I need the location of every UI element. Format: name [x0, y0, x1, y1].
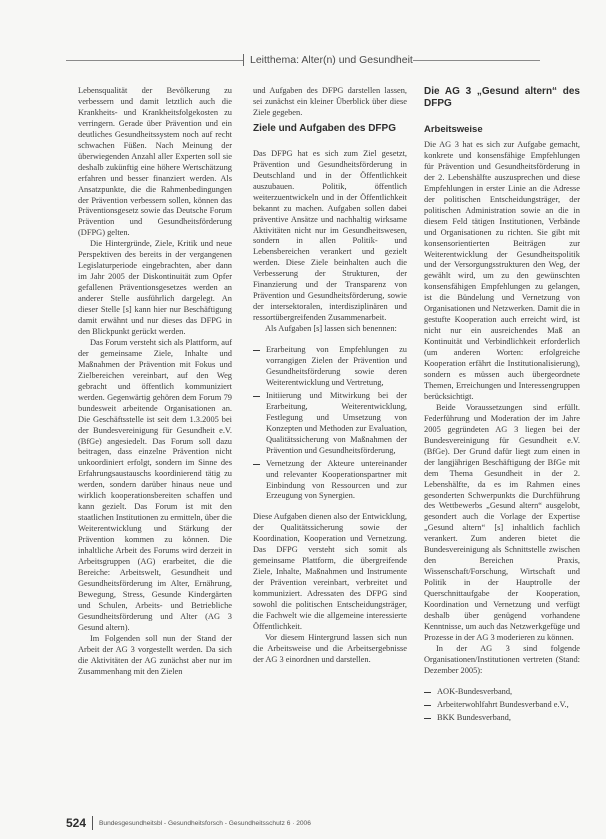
paragraph: Die AG 3 hat es sich zur Aufgabe gemacht, konkrete und konsensfähige Empfehlungen für Prävention und Gesundheitsförderung in der 2. Lebenshälfte auszusprechen und diese Empfehlungen in erster Linie an die Adresse der politischen Entscheidungsträger, der politischen Administration sowie an die in diesem Feld tätigen Institutionen, Verbände und Organisationen zu richten. Sie gibt mit konsensorientierten Beiträgen zur Weiterentwicklung der Gesundheitspolitik und der Versorgungsstrukturen den Weg, der gewählt wird, um zu den gewünschten konsensfähigen Empfehlungen zu gelangen, ist die Bündelung und Vernetzung von Organisationen und Netzwerken. Damit die in gestufte Kooperation auch erreicht wird, ist nicht nur ein ausreichendes Maß an Kontinuität und Verbindlichkeit erforderlich (um anderen Worten: erfolgreiche Kooperation erfährt die Institutionalisierung), sondern es müssen auch übergeordnete Themen, Erreichungen und Interessengruppen berücksichtigt.: [424, 140, 580, 401]
subsection-heading: Arbeitsweise: [424, 124, 483, 135]
section-heading: Ziele und Aufgaben des DFPG: [253, 122, 396, 134]
bullet-list: [424, 687, 580, 724]
paragraph: Diese Aufgaben dienen also der Entwicklung, der Qualitätssicherung sowie der Koordination, Kooperation und Vernetzung. Das DFPG versteht sich somit als gemeinsame Plattform, die übergreifende Ziele, Inhalte, Maßnahmen und Instrumente der Prävention vereinbart, verbreitet und kommuniziert. Adressaten des DFPG sind sowohl die politischen Entscheidungsträger, die Fachwelt wie die allgemeine interessierte Öffentlichkeit.: [253, 512, 407, 631]
footer: [66, 816, 311, 830]
paragraph: Die Hintergründe, Ziele, Kritik und neue Perspektiven des bereits in der vergangenen Legislaturperiode eingebrachten, aber dann im Jahr 2005 der Diskontinuität zum Opfer gefallenen Präventionsgesetzes werden an anderer Stelle ausführlich dargelegt. An dieser Stelle [s] kann hier nur Beschäftigung damit erwähnt und nur dieses das DFPG in den Blickpunkt gerückt werden.: [78, 239, 232, 336]
list-item: BKK Bundesverband,: [424, 713, 580, 724]
paragraph: Vor diesem Hintergrund lassen sich nun die Arbeitsweise und die Arbeitsergebnisse der AG 3 einordnen und darstellen.: [253, 632, 407, 664]
bullet-list: [253, 345, 407, 502]
list-item: AOK-Bundesverband,: [424, 687, 580, 698]
list-item: Arbeiterwohlfahrt Bundesverband e.V.,: [424, 700, 580, 711]
paragraph: In der AG 3 sind folgende Organisationen/Institutionen vertreten (Stand: Dezember 2005):: [424, 643, 580, 675]
paragraph: Das Forum versteht sich als Plattform, auf der gemeinsame Ziele, Inhalte und Maßnahmen der Prävention mit Fokus und Zielbereichen vereinbart, auf den Weg gebracht und öffentlich kommuniziert werden. Gegenwärtig gehören dem Forum 79 bundesweit arbeitende Organisationen an. Die Geschäftsstelle ist seit dem 1.3.2005 bei der Bundesvereinigung für Gesundheit e.V. (BfGe) angesiedelt. Das Forum soll dazu beitragen, dass einzelne Prävention nicht unkoordiniert erfolgt, sondern im Sinne des Erfahrungsaustauschs koordinierend tätig zu werden, sondern darüber hinaus neue und wirklich kooperationsbereiten schaffen und kann gezielt. Das Forum ist mit den staatlichen Institutionen zu ermitteln, über die Weiterentwicklung und Stärkung der Prävention kommen zu können. Die inhaltliche Arbeit des Forums wird derzeit in Arbeitsgruppen (AG) erarbeitet, die die Bereiche: Arbeitswelt, Gesundheit und Gesundheitsförderung im Alter, Ernährung, Bewegung, Stress, Gesunde Kindergärten und Schulen, Arbeits- und Betriebliche Gesundheitsförderung und Alter (AG 3 Gesund altern).: [78, 337, 232, 632]
paragraph: Lebensqualität der Bevölkerung zu verbessern und damit letztlich auch die Krankheits- und Krankheitsfolgekosten zu verringern. Gerade über Prävention und ein deutliches Gesundheitssystem noch auf recht schwachen Füßen. Nach Meinung der überwiegenden Anzahl aller Experten soll sie deshalb zukünftig eine höhere Wertschätzung erfahren und besser finanziert werden. Als Ansatzpunkte, die die Rahmenbedingungen der Prävention verbessern sollen, können das Präventionsgesetz sowie das Deutsche Forum Prävention und Gesundheitsförderung (DFPG) gelten.: [78, 86, 232, 238]
column-2: [253, 86, 407, 666]
paragraph: Beide Voraussetzungen sind erfüllt. Federführung und Moderation der im Jahre 2005 gegründeten AG 3 liegen bei der Bundesvereinigung für Gesundheit e.V. (BfGe). Der Grund dafür liegt zum einen in der langjährigen Beschäftigung der BfGe mit dem Thema Gesundheit in der 2. Lebenshälfte, da es im Rahmen eines gesonderten Schwerpunkts die Durchführung des Wettbewerbs „Gesund altern“ ausgelobt, gesondert auch die Vorlage der Expertise „Gesund altern“ [s] inhaltlich fachlich verankert. Zum anderen bietet die Bundesvereinigung als Schnittstelle zwischen den Bereichen Praxis, Wissenschaft/Forschung, Wirtschaft und Politik in der Hauptrolle der Querschnittaufgabe der Kooperation, Koordination und Vernetzung und verfügt deshalb über genügend vorhandene Kenntnisse, um auch das Netzwerkgefüge und Prozesse in der AG 3 moderieren zu können.: [424, 402, 580, 642]
paragraph: und Aufgaben des DFPG darstellen lassen, sei zunächst ein kleiner Überblick über diese Ziele gegeben.: [253, 86, 407, 117]
column-1: [78, 86, 232, 677]
paragraph: Im Folgenden soll nun der Stand der Arbeit der AG 3 vorgestellt werden. Da sich die Aktivitäten der AG zunächst aber nur im Zusammenhang mit den Zielen: [78, 633, 232, 676]
list-item: Erarbeitung von Empfehlungen zu vorrangigen Zielen der Prävention und Gesundheitsförderung sowie deren Weiterentwicklung und Vertretung,: [253, 345, 407, 389]
page-number: 524: [66, 816, 93, 830]
paragraph: Als Aufgaben [s] lassen sich benennen:: [265, 324, 397, 334]
running-header: Leitthema: Alter(n) und Gesundheit: [243, 54, 413, 66]
paragraph: Das DFPG hat es sich zum Ziel gesetzt, Prävention und Gesundheitsförderung in Deutschland und in der Öffentlichkeit auszubauen. Politik, öffentlich weiterzuentwickeln und in der Öffentlichkeit bekannt zu machen. Aufgaben sollen dabei präventive Ansätze und nachhaltig wirksame Aktivitäten nicht nur im Gesundheitswesen, sondern in allen Politik- und Lebensbereichen verankert und gezielt werden. Diese Ziele beinhalten auch die Verbesserung der Strukturen, der Finanzierung und der Transparenz von Prävention und Gesundheitsförderung, sowie der intersektoralen, interdisziplinären und ressortübergreifenden Zusammenarbeit.: [253, 148, 407, 323]
list-item: Vernetzung der Akteure untereinander und relevanter Kooperationspartner mit Einbindung von Ressourcen und zur Erzeugung von Synergien.: [253, 459, 407, 503]
journal-citation: Bundesgesundheitsbl - Gesundheitsforsch - Gesundheitsschutz 6 · 2006: [99, 819, 311, 827]
list-item: Initiierung und Mitwirkung bei der Erarbeitung, Weiterentwicklung, Festlegung und Umsetzung von Konzepten und Methoden zur Evaluation, Qualitätssicherung von Maßnahmen der Prävention und Gesundheitsförderung,: [253, 391, 407, 457]
section-heading: Die AG 3 „Gesund altern“ des DFPG: [424, 86, 580, 109]
column-3: [424, 86, 580, 734]
